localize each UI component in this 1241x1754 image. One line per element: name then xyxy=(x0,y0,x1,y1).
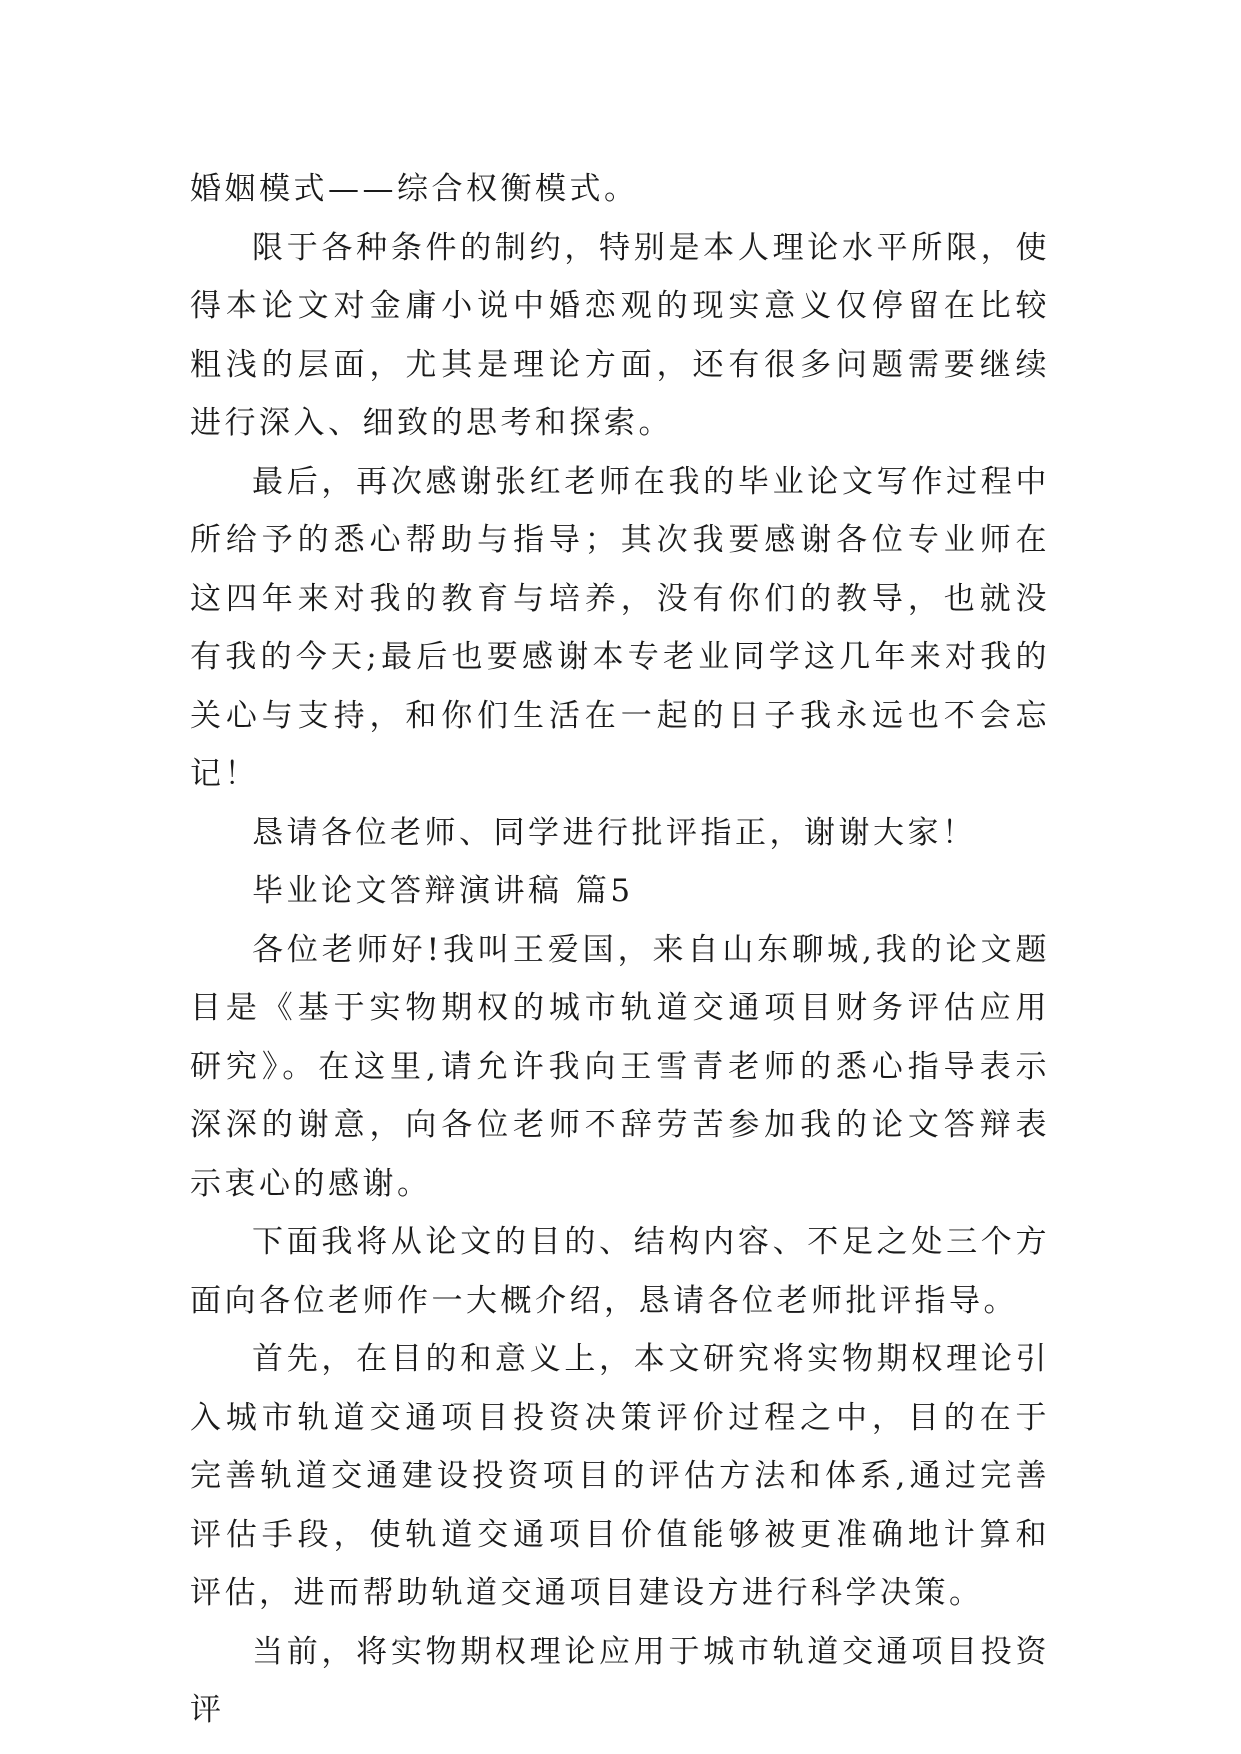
paragraph: 限于各种条件的制约，特别是本人理论水平所限，使得本论文对金庸小说中婚恋观的现实意义仅停留在比较粗浅的层面，尤其是理论方面，还有很多问题需要继续进行深入、细致的思考和探索。 xyxy=(190,229,1050,441)
section-heading: 毕业论文答辩演讲稿 篇5 xyxy=(252,873,634,909)
paragraph: 最后，再次感谢张红老师在我的毕业论文写作过程中所给予的悉心帮助与指导；其次我要感谢各位专业师在这四年来对我的教育与培养，没有你们的教导，也就没有我的今天;最后也要感谢本专老业同学这几年来对我的关心与支持，和你们生活在一起的日子我永远也不会忘记！ xyxy=(190,463,1050,792)
paragraph: 恳请各位老师、同学进行批评指正，谢谢大家！ xyxy=(252,814,977,851)
paragraph: 下面我将从论文的目的、结构内容、不足之处三个方面向各位老师作一大概介绍，恳请各位老师批评指导。 xyxy=(190,1224,1050,1319)
paragraph: 首先，在目的和意义上，本文研究将实物期权理论引入城市轨道交通项目投资决策评价过程之中，目的在于完善轨道交通建设投资项目的评估方法和体系,通过完善评估手段，使轨道交通项目价值能够被更准确地计算和评估，进而帮助轨道交通项目建设方进行科学决策。 xyxy=(190,1341,1050,1611)
paragraph: 各位老师好!我叫王爱国，来自山东聊城,我的论文题目是《基于实物期权的城市轨道交通项目财务评估应用研究》。在这里,请允许我向王雪青老师的悉心指导表示深深的谢意，向各位老师不辞劳苦参加我的论文答辩表示衷心的感谢。 xyxy=(190,931,1050,1202)
paragraph: 婚姻模式——综合权衡模式。 xyxy=(190,171,639,207)
document-body xyxy=(190,160,1050,1740)
paragraph: 当前，将实物期权理论应用于城市轨道交通项目投资评 xyxy=(190,1633,1050,1728)
